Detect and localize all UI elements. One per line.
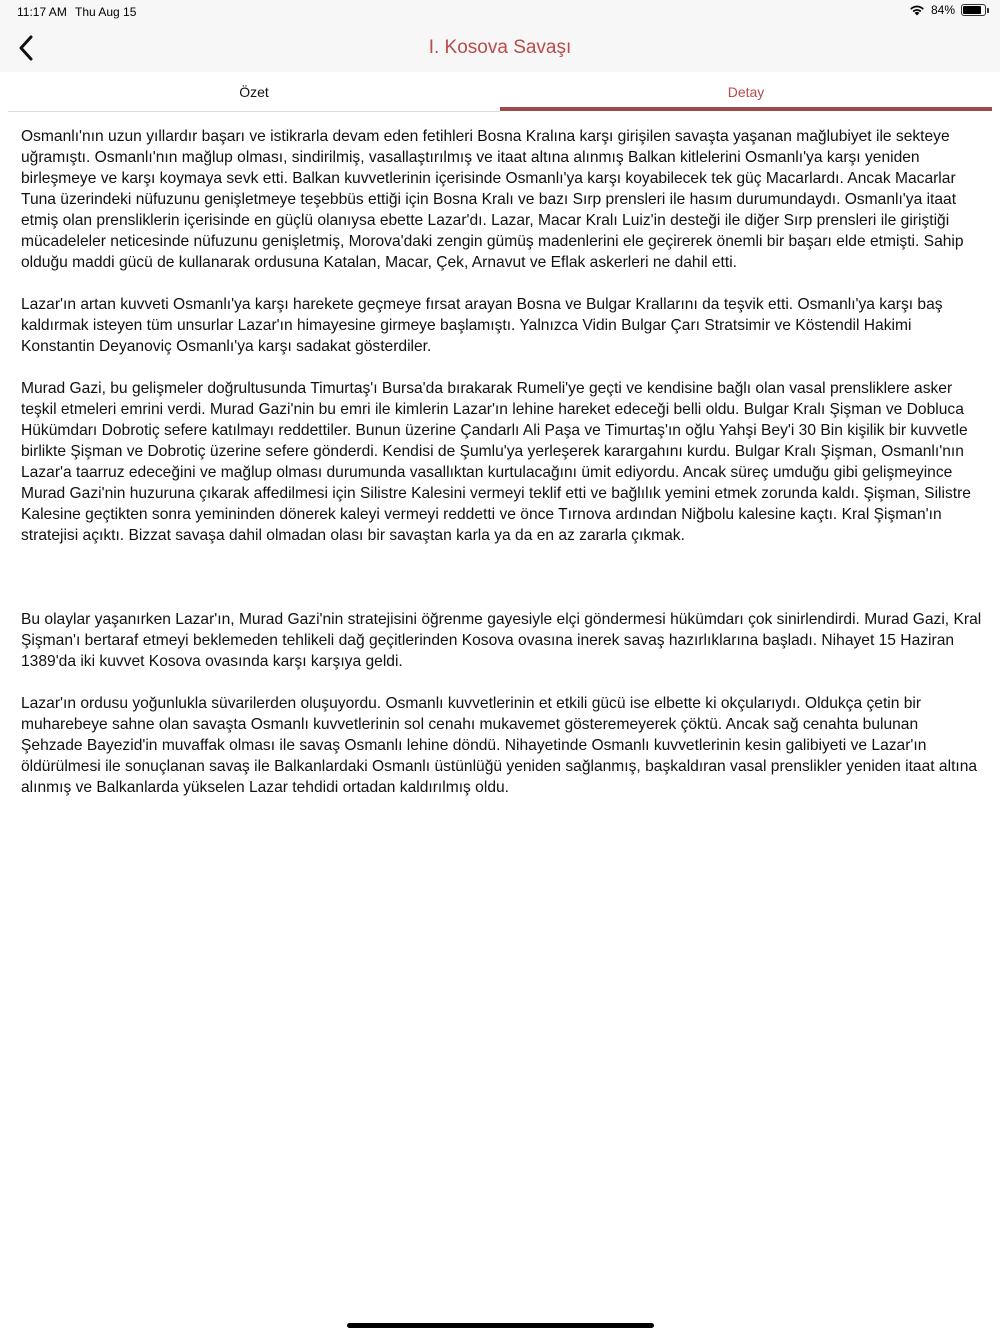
article-paragraph: Bu olaylar yaşanırken Lazar'ın, Murad Gazi'nin stratejisini öğrenme gayesiyle elçi göndermesi hükümdarı çok sinirlendirdi. Murad Gazi, Kral Şişman'ı bertaraf etmeyi beklemeden tehlikeli dağ geçitlerinden Kosova ovasına inerek savaş hazırlıklarına başladı. Nihayet 15 Haziran 1389'da iki kuvvet Kosova ovasında karşı karşıya geldi. (21, 611, 982, 670)
status-date: Thu Aug 15 (75, 5, 137, 19)
article-paragraph: Osmanlı'nın uzun yıllardır başarı ve istikrarla devam eden fetihleri Bosna Kralına karşı girişilen savaşta yaşanan mağlubiyet ile sekteye uğramıştı. Osmanlı'nın mağlup olması, sindirilmiş, vasallaştırılmış ve itaat altına alınmış Balkan kitlelerini Osmanlı'ya karşı yeniden birleşmeye ve karşı koymaya sevk etti. Balkan kuvvetlerinin içerisinde Osmanlı'ya karşı koyabilecek tek güç Macarlardı. Ancak Macarlar Tuna üzerindeki nüfuzunu genişletmeye teşebbüs ettiği için Bosna Kralı ve bazı Sırp prensleri ile hasım durumundaydı. Osmanlı'ya itaat etmiş olan prensliklerin içerisinde en güçlü olanıysa ebette Lazar'dı. Lazar, Macar Kralı Luiz'in desteği ile diğer Sırp prensleri ile giriştiği mücadeleler neticesinde nüfuzunu genişletmiş, Morova'daki zengin gümüş madenlerini ele geçirerek önemli bir başarı elde etmişti. Sahip olduğu maddi gücü de kullanarak ordusuna Katalan, Macar, Çek, Arnavut ve Eflak askerleri ne dahil etti. (21, 128, 964, 271)
home-indicator[interactable] (347, 1323, 654, 1328)
wifi-icon (909, 4, 925, 16)
article-paragraph: Lazar'ın artan kuvveti Osmanlı'ya karşı harekete geçmeye fırsat arayan Bosna ve Bulgar Krallarını da teşvik etti. Osmanlı'ya karşı baş kaldırmak isteyen tüm unsurlar Lazar'ın himayesine girmeye başlamıştı. Yalnızca Vidin Bulgar Çarı Stratsimir ve Köstendil Hakimi Konstantin Deyanoviç Osmanlı'ya karşı sadakat gösterdiler. (21, 296, 943, 355)
article-paragraph: Lazar'ın ordusu yoğunlukla süvarilerden oluşuyordu. Osmanlı kuvvetlerinin et etkili gücü ise elbette ki okçularıydı. Oldukça çetin bir muharebeye sahne olan savaşta Osmanlı kuvvetlerinin sol cenahı mukavemet gösteremeyerek çöktü. Ancak sağ cenahta bulunan Şehzade Bayezid'in muvaffak olması ile savaş Osmanlı lehine döndü. Nihayetinde Osmanlı kuvvetlerinin kesin galibiyeti ve Lazar'ın öldürülmesi ile sonuçlanan savaş ile Balkanlardaki Osmanlı üstünlüğü yeniden sağlanmış, başkaldıran vasal prenslikler yeniden itaat altına alınmış ve Balkanlarda yükselen Lazar tehdidi ortadan kaldırılmış oldu. (21, 695, 978, 796)
page-title: I. Kosova Savaşı (428, 37, 572, 58)
tab-selection-indicator (500, 107, 992, 111)
tab-ozet[interactable]: Özet (8, 72, 500, 112)
navigation-bar (0, 24, 1000, 72)
article-body (21, 126, 983, 819)
battery-level (963, 6, 981, 14)
status-indicators (909, 3, 986, 17)
battery-percent: 84% (930, 3, 955, 17)
tab-detay[interactable]: Detay (727, 84, 765, 100)
status-bar (0, 0, 1000, 24)
segment-tabs (0, 72, 1000, 112)
status-time: 11:17 AM (17, 5, 67, 19)
battery-icon (961, 4, 986, 16)
article-paragraph: Murad Gazi, bu gelişmeler doğrultusunda Timurtaş'ı Bursa'da bırakarak Rumeli'ye geçti ve kendisine bağlı olan vasal prensliklere asker teşkil etmeleri emrini verdi. Murad Gazi'nin bu emri ile kimlerin Lazar'ın lehine hareket edeceği belli oldu. Bulgar Kralı Şişman ve Dobluca Hükümdarı Dobrotiç sefere katılmayı reddettiler. Bunun üzerine Çandarlı Ali Paşa ve Timurtaş'ın oğlu Yahşi Bey'i 30 Bin kişilik bir kuvvetle birlikte Şişman ve Dobrotiç üzerine sefere gönderdi. Kendisi de Şumlu'ya yerleşerek karargahını kurdu. Bulgar Kralı Şişman, Osmanlı'nın Lazar'a taarruz edeceğini ve mağlup olması durumunda vasallıktan kurtulacağını ümit ediyordu. Ancak süreç umduğu gibi gelişmeyince Murad Gazi'nin huzuruna çıkarak affedilmesi için Silistre Kalesini vermeyi teklif etti ve bağlılık yemini etmek zorunda kaldı. Şişman, Silistre Kalesine geçtikten sonra yemininden dönerek kaleyi vermeyi reddetti ve önce Tırnova ardından Niğbolu kalesine kaçtı. Kral Şişman'ın stratejisi açıktı. Bizzat savaşa dahil olmadan olası bir savaştan karla ya da en az zararla çıkmak. (21, 380, 971, 544)
